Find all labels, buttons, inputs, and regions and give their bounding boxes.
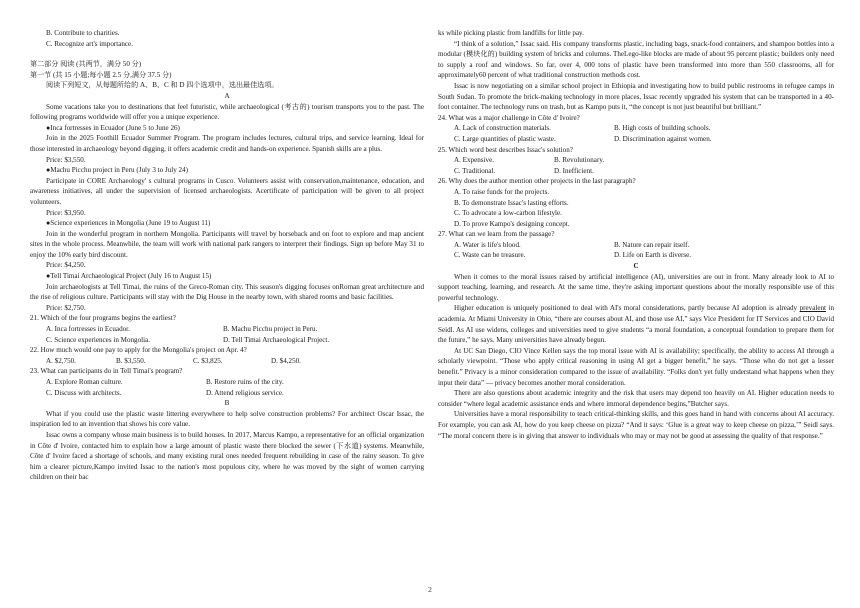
question-25 xyxy=(438,145,834,177)
option-c[interactable]: C. Discuss with architects. xyxy=(46,388,122,397)
passage-b-paragraph: What if you could use the plastic waste littering everywhere to help solve construction problems? For architect Oscar Issac, the inspiration led to an invention that shows his core value. xyxy=(30,409,424,429)
section-heading-a: A xyxy=(224,91,230,100)
option-a[interactable]: A. Water is life's blood. xyxy=(454,240,521,249)
option-c[interactable]: C. Traditional. xyxy=(454,166,496,175)
question-stem: 25. Which word best describes Issac's solution? xyxy=(438,145,573,154)
option-a[interactable]: A. Expensive. xyxy=(454,156,494,165)
passage-line: Price: $3,950. xyxy=(46,208,86,217)
passage-line: Price: $4,250. xyxy=(46,261,86,270)
question-22 xyxy=(30,345,424,366)
left-column xyxy=(30,28,424,483)
question-23 xyxy=(30,366,424,398)
passage-line: ●Machu Picchu project in Peru (July 3 to July 24) xyxy=(46,166,188,175)
option-c[interactable]: C. Science experiences in Mongolia. xyxy=(46,335,151,344)
passage-line: 第二部分 阅读 (共两节，满分 50 分) xyxy=(30,60,142,69)
passage-line: C. Recognize art's importance. xyxy=(46,39,133,48)
question-stem: 27. What can we learn from the passage? xyxy=(438,230,555,239)
passage-line: Join in the 2025 Foothill Ecuador Summer Program. The program includes lectures, cultural trips, and service learning. Ideal for those interested in archaeology beyond digging, it offers academic credit and hands-on experience. Spanish skills are a plus. xyxy=(30,134,424,153)
question-26 xyxy=(438,176,834,229)
page-number: 2 xyxy=(428,585,432,594)
question-stem: 22. How much would one pay to apply for the Mongolia's project on Apr. 4? xyxy=(30,346,247,355)
question-stem: 24. What was a major challenge in Côte d' Ivoire? xyxy=(438,113,580,122)
passage-c-paragraph: When it comes to the moral issues raised by artificial intelligence (AI), universities are out in front. Many already look to AI to support teaching, learning, and research. At the same time, they're asking important questions about the morally responsible use of this powerful technology. xyxy=(438,272,834,302)
option-b[interactable]: B. $3,550. xyxy=(116,356,146,365)
passage-line: Join in the wonderful program in northern Mongolia. Participants will travel by horseback and on foot to explore and map ancient sites in the whole process. Meanwhile, the team will work with national park rangers to interpret their findings. Sign up before May 31 to enjoy the 10% early bird discount. xyxy=(30,229,424,259)
question-stem: 26. Why does the author mention other projects in the last paragraph? xyxy=(438,177,636,186)
option-d[interactable]: D. Life on Earth is diverse. xyxy=(614,251,692,260)
option-b[interactable]: B. High costs of building schools. xyxy=(614,124,711,133)
passage-line: 第一节 (共 15 小题;每小题 2.5 分,满分 37.5 分) xyxy=(30,70,172,79)
option-c[interactable]: C. Large quantities of plastic waste. xyxy=(454,134,556,143)
passage-c-paragraph: At UC San Diego, CIO Vince Kellen says the top moral issue with AI is availability; specifically, the ability to access AI through a scholarly viewpoint. “Those who apply critical reasoning in using AI get a bigger benefit,” he says. “Those who do not get a lesser benefit.” Privacy is a minor consideration compared to the issue of availability. “Folks don't yet fully understand what happens when they input their data” — privacy becomes another moral consideration. xyxy=(438,346,834,387)
option-b[interactable]: B. Restore ruins of the city. xyxy=(206,378,284,386)
option-b[interactable]: B. To demonstrate Issac's lasting efforts. xyxy=(454,198,569,207)
option-a[interactable]: A. $2,750. xyxy=(46,356,76,365)
paragraph-text: Higher education is uniquely positioned to deal with AI's moral considerations, partly because AI adoption is already xyxy=(454,304,800,313)
passage-line: Join archaeologists at Tell Timai, the ruins of the Greco-Roman city. This season's digging focuses onRoman great architecture and the rise of religious culture. Participants will stay with the Dig House in the nearby town, with shared rooms and basic facilities. xyxy=(30,282,424,302)
passage-line: ●Science experiences in Mongolia (June 19 to August 11) xyxy=(46,219,211,228)
passage-line: B. Contribute to charities. xyxy=(46,29,120,37)
option-c[interactable]: C. $3,825. xyxy=(193,356,223,365)
passage-line: ●Tell Timai Archaeological Project (July 16 to August 15) xyxy=(46,272,212,281)
passage-line: ●Inca fortresses in Ecuador (June 5 to June 26) xyxy=(46,123,180,132)
passage-line: Participate in CORE Archaeology' s cultural programs in Cusco. Volunteers assist with conservation,maintenance, education, and awareness initiatives, all under the supervision of licensed archaeologists. Acertificate of participation will be given to all project volunteers. xyxy=(30,176,424,206)
underlined-word: prevalent xyxy=(799,304,826,313)
option-a[interactable]: A. Lack of construction materials. xyxy=(454,124,551,133)
right-column xyxy=(438,28,834,441)
passage-line: 阅读下列短文，从每题所给的 A、B、C 和 D 四个选项中，选出最佳选项。 xyxy=(46,81,279,90)
option-d[interactable]: D. Discrimination against women. xyxy=(614,134,712,143)
question-stem: 21. Which of the four programs begins the earliest? xyxy=(30,314,176,323)
passage-line: Price: $2,750. xyxy=(46,303,86,312)
option-a[interactable]: A. Explore Roman culture. xyxy=(46,378,123,386)
option-d[interactable]: D. To prove Kampo's designing concept. xyxy=(454,219,570,228)
option-c[interactable]: C. To advocate a low-carbon lifestyle. xyxy=(454,209,562,218)
option-a[interactable]: A. To raise funds for the projects. xyxy=(454,187,550,196)
option-b[interactable]: B. Revolutionary. xyxy=(554,156,605,165)
passage-line: Price: $3,550. xyxy=(46,155,86,164)
passage-b-paragraph: ks while picking plastic from landfills for little pay. xyxy=(438,29,584,37)
question-27 xyxy=(438,229,834,261)
option-d[interactable]: D. Tell Timai Archaeological Project. xyxy=(223,335,330,344)
section-heading-b: B xyxy=(224,399,230,408)
option-a[interactable]: A. Inca fortresses in Ecuador. xyxy=(46,325,130,334)
section-heading-c: C xyxy=(633,262,639,271)
passage-a-block xyxy=(30,28,424,313)
passage-b-paragraph: Issac owns a company whose main business is to build houses. In 2017, Marcus Kampo, a representative for an official organization in Côte d' Ivoire, contacted him to explain how a large amount of plastic waste there blocked the sewer (下水道) systems. Meanwhile, Côte d' Ivoire faced a shortage of schools, and many existing rural ones needed frequent rebuilding in case of the rainy season. To give him a clearer picture,Kampo invited Issac to the nation's most populous city, where he was moved by the sight of women carrying children on their bac xyxy=(30,430,424,482)
question-24 xyxy=(438,113,834,145)
paragraph-text: in academia. At Miami University in Ohio, “there are courses about AI, and those use AI,” says Vice President for IT Services and CIO David Seidl. As AI use widens, colleges and universities need to give students “a moral foundation, a conceptual foundation to prepare them for the future,” he says. Many universities have already begun. xyxy=(438,304,834,345)
option-d[interactable]: D. Attend religious service. xyxy=(206,388,284,397)
passage-c-paragraph xyxy=(438,303,834,345)
option-b[interactable]: B. Nature can repair itself. xyxy=(614,240,690,249)
passage-c-paragraph: Universities have a moral responsibility to teach critical-thinking skills, and this goes hand in hand with concerns about AI accuracy. For example, you can ask AI, how do you keep cheese on pizza? “And it says: ‘Glue is a great way to keep cheese on pizza,’” Seidl says. “The moral concern there is in giving that answer to individuals who may or may not be good at assessing the quality of that response.” xyxy=(438,410,834,440)
passage-c-paragraph: There are also questions about academic integrity and the risk that users may depend too heavily on AI. Higher education needs to consider “where legal academic assistance ends and where immoral dependence begins,”Butcher says. xyxy=(438,389,834,408)
passage-line: Some vacations take you to destinations that feel futuristic, while archaeological (考古的) tourism transports you to the past. The following programs worldwide will offer you a unique experience. xyxy=(30,102,424,122)
option-b[interactable]: B. Machu Picchu project in Peru. xyxy=(223,325,318,334)
question-stem: 23. What can participants do in Tell Timai's program? xyxy=(30,367,183,376)
option-d[interactable]: D. $4,250. xyxy=(271,356,301,365)
passage-b-paragraph: Issac is now negotiating on a similar school project in Ethiopia and investigating how to build public restrooms in refugee camps in South Sudan. To promote the brick-making technology in more places, Issac recently upgraded his system that can be transported in a 40-foot container. The technology runs on trash, but as Kampo puts it, “the concept is not just beautiful but brilliant.” xyxy=(438,81,834,112)
option-d[interactable]: D. Inefficient. xyxy=(554,166,594,175)
question-21 xyxy=(30,313,424,345)
option-c[interactable]: C. Waste can be treasure. xyxy=(454,251,526,260)
passage-b-paragraph: “I think of a solution,” Issac said. His company transforms plastic, including bags, snack-food containers, and shampoo bottles into a modular (模块化的) building system of bricks and columns. TheLego-like blocks are made of about 95 percent plastic; builders only need to supply a roof and windows. So far, over 4, 000 tons of plastic have been transformed into more than 550 classrooms, all for approximately60 percent of what traditional construction methods cost. xyxy=(438,39,834,80)
